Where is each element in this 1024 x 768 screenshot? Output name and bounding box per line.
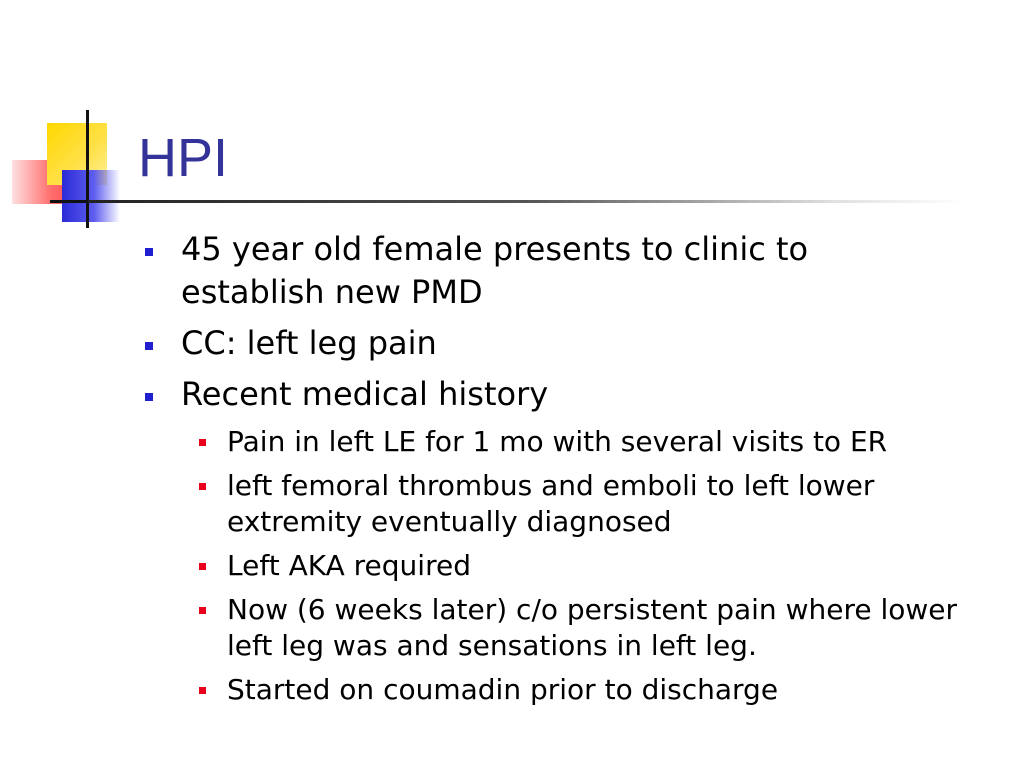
bullet-text: Recent medical history [181,375,549,413]
bullet-item [140,322,960,365]
small-square-bullet-icon [199,483,206,490]
slide-content [140,228,960,716]
sub-bullet-text: Now (6 weeks later) c/o persistent pain where lower left leg was and sensations in left leg. [227,593,958,662]
sub-bullet-item [181,548,960,584]
sub-bullet-item [181,424,960,460]
small-square-bullet-icon [199,439,206,446]
sub-bullet-text: Pain in left LE for 1 mo with several visits to ER [227,425,888,458]
logo-vertical-line [86,110,89,228]
small-square-bullet-icon [199,563,206,570]
bullet-text: 45 year old female presents to clinic to establish new PMD [181,230,809,311]
logo-blue-square [62,170,120,222]
square-bullet-icon [145,248,153,256]
sub-bullet-item [181,672,960,708]
small-square-bullet-icon [199,607,206,614]
sub-bullet-text: left femoral thrombus and emboli to left lower extremity eventually diagnosed [227,469,875,538]
bullet-text: CC: left leg pain [181,324,437,362]
sub-bullet-text: Left AKA required [227,549,471,582]
small-square-bullet-icon [199,687,206,694]
title-underline [88,200,968,203]
sub-bullet-item [181,592,960,664]
sub-bullet-item [181,468,960,540]
bullet-item [140,373,960,708]
bullet-item [140,228,960,314]
slide-title: HPI [138,128,229,188]
sub-bullet-text: Started on coumadin prior to discharge [227,673,779,706]
sub-bullet-list [181,424,960,708]
square-bullet-icon [145,393,153,401]
square-bullet-icon [145,342,153,350]
bullet-list [140,228,960,708]
